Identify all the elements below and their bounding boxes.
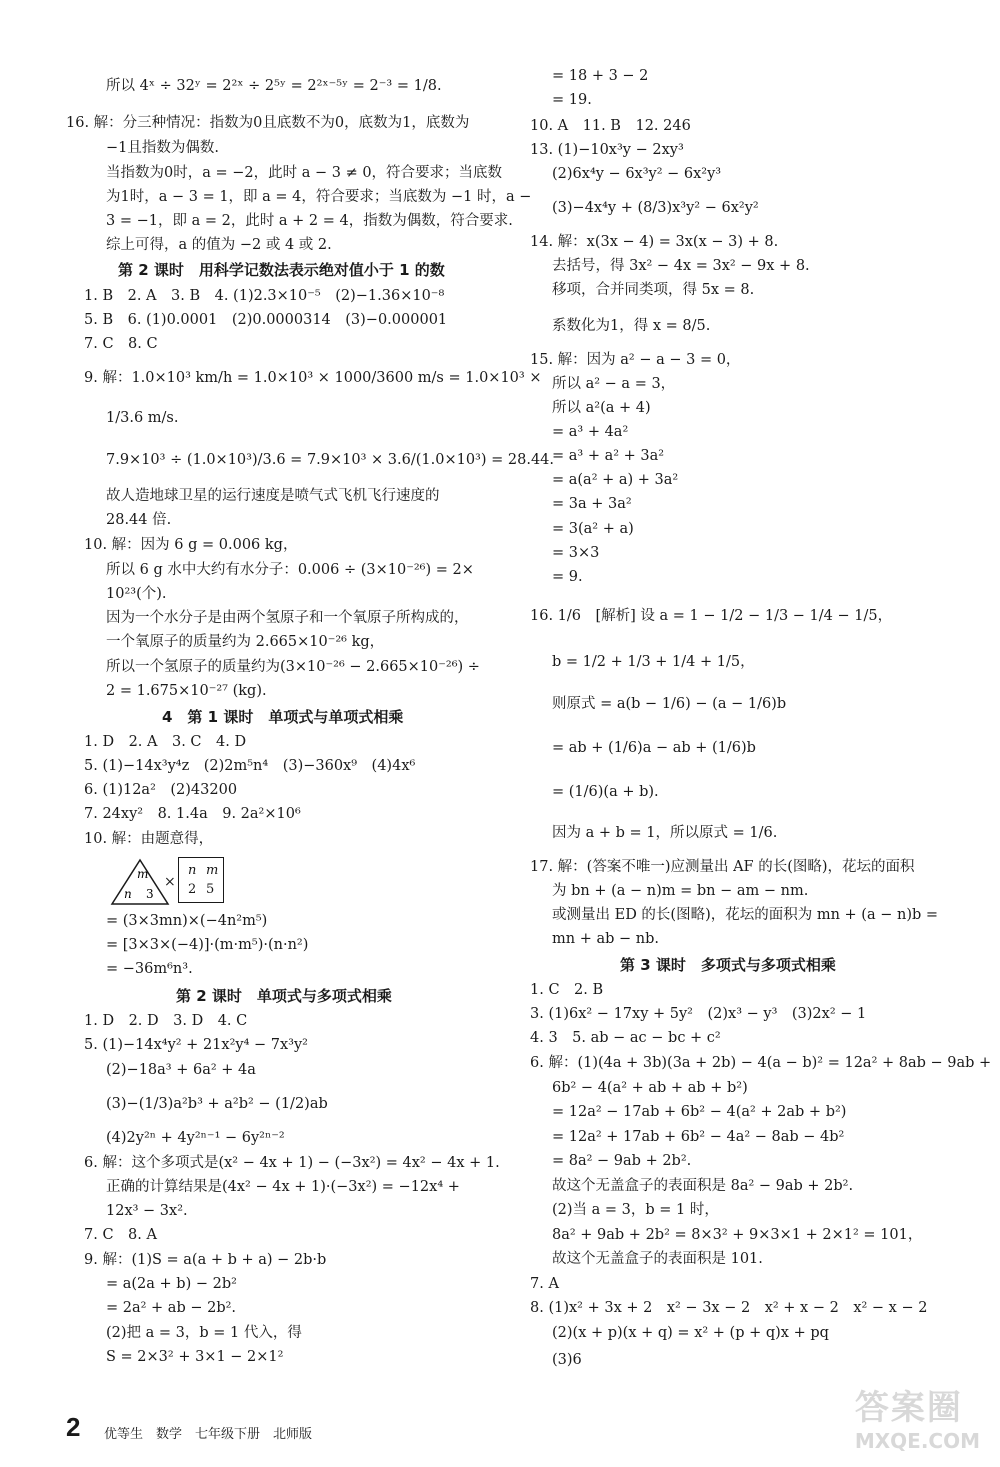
left-text-line: 1. D 2. A 3. C 4. D: [84, 734, 247, 750]
left-text-line: 1. D 2. D 3. D 4. C: [84, 1013, 248, 1029]
left-text-line: 所以 4ˣ ÷ 32ʸ = 2²ˣ ÷ 2⁵ʸ = 2²ˣ⁻⁵ʸ = 2⁻³ = 1/8.: [106, 78, 442, 94]
left-text-line: (2)把 a = 3，b = 1 代入，得: [106, 1325, 302, 1341]
left-section-heading: 第 2 课时 单项式与多项式相乘: [176, 987, 392, 1005]
left-text-line: 6. 解：这个多项式是(x² − 4x + 1) − (−3x²) = 4x² − 4x + 1.: [84, 1155, 500, 1171]
left-text-line: 因为一个水分子是由两个氢原子和一个氧原子所构成的，: [106, 610, 469, 626]
left-text-line: 9. 解：(1)S = a(a + b + a) − 2b·b: [84, 1252, 327, 1268]
right-text-line: 6. 解：(1)(4a + 3b)(3a + 2b) − 4(a − b)² = 12a² + 8ab − 9ab +: [530, 1055, 992, 1071]
right-text-line: b = 1/2 + 1/3 + 1/4 + 1/5，: [552, 654, 755, 670]
right-text-line: = 12a² + 17ab + 6b² − 4a² − 8ab − 4b²: [552, 1129, 845, 1145]
left-text-line: 7. 24xy² 8. 1.4a 9. 2a²×10⁶: [84, 806, 301, 822]
square-diagram: [178, 857, 224, 903]
multiply-sign: ×: [164, 874, 176, 890]
right-text-line: 故这个无盖盒子的表面积是 101.: [552, 1251, 763, 1267]
left-text-line: (4)2y²ⁿ + 4y²ⁿ⁻¹ − 6y²ⁿ⁻²: [106, 1130, 285, 1146]
left-text-line: 9. 解：1.0×10³ km/h = 1.0×10³ × 1000/3600 m/s = 1.0×10³ ×: [84, 370, 542, 386]
left-text-line: 所以一个氢原子的质量约为(3×10⁻²⁶ − 2.665×10⁻²⁶) ÷: [106, 659, 480, 675]
left-text-line: = 2a² + ab − 2b².: [106, 1300, 237, 1316]
triangle-diagram: [110, 858, 170, 908]
right-text-line: = a³ + a² + 3a²: [552, 448, 665, 464]
left-text-line: (3)−(1/3)a²b³ + a²b² − (1/2)ab: [106, 1096, 328, 1112]
right-text-line: 16. 1/6 [解析] 设 a = 1 − 1/2 − 1/3 − 1/4 − 1/5，: [530, 608, 893, 624]
left-text-line: = [3×3×(−4)]·(m·m⁵)·(n·n²): [106, 937, 309, 953]
watermark-line1: 答案圈: [854, 1388, 963, 1428]
right-text-line: 13. (1)−10x³y − 2xy³: [530, 142, 684, 158]
right-text-line: (3)−4x⁴y + (8/3)x³y² − 6x²y²: [552, 200, 759, 216]
left-text-line: = a(2a + b) − 2b²: [106, 1276, 237, 1292]
left-text-line: 3 = −1，即 a = 2，此时 a + 2 = 4，指数为偶数，符合要求.: [106, 213, 513, 229]
right-text-line: 系数化为1，得 x = 8/5.: [552, 318, 711, 334]
right-text-line: 14. 解：x(3x − 4) = 3x(x − 3) + 8.: [530, 234, 779, 250]
right-text-line: 6b² − 4(a² + ab + ab + b²): [552, 1080, 748, 1096]
box-cell: m: [206, 863, 219, 878]
left-text-line: 7. C 8. A: [84, 1227, 157, 1243]
left-text-line: 1. B 2. A 3. B 4. (1)2.3×10⁻⁵ (2)−1.36×10⁻⁸: [84, 288, 445, 304]
left-text-line: 12x³ − 3x².: [106, 1203, 188, 1219]
watermark-line2: MXQE.COM: [854, 1429, 980, 1453]
right-text-line: = 3×3: [552, 545, 600, 561]
right-text-line: = 8a² − 9ab + 2b².: [552, 1153, 692, 1169]
right-text-line: = 19.: [552, 92, 592, 108]
right-text-line: 移项，合并同类项，得 5x = 8.: [552, 282, 755, 298]
triangle-right-label: 3: [146, 887, 154, 901]
right-text-line: = 3a + 3a²: [552, 496, 632, 512]
right-text-line: 去括号，得 3x² − 4x = 3x² − 9x + 8.: [552, 258, 810, 274]
right-text-line: = 9.: [552, 569, 583, 585]
right-text-line: 为 bn + (a − n)m = bn − am − nm.: [552, 883, 809, 899]
right-text-line: 10. A 11. B 12. 246: [530, 118, 691, 134]
left-text-line: (2)−18a³ + 6a² + 4a: [106, 1062, 256, 1078]
left-text-line: 5. (1)−14x³y⁴z (2)2m⁵n⁴ (3)−360x⁹ (4)4x⁶: [84, 758, 416, 774]
right-text-line: (2)(x + p)(x + q) = x² + (p + q)x + pq: [552, 1325, 829, 1341]
left-text-line: 正确的计算结果是(4x² − 4x + 1)·(−3x²) = −12x⁴ +: [106, 1179, 460, 1195]
right-text-line: 17. 解：(答案不唯一)应测量出 AF 的长(图略)，花坛的面积: [530, 859, 915, 875]
left-text-line: 一个氧原子的质量约为 2.665×10⁻²⁶ kg，: [106, 634, 385, 650]
left-section-heading: 4 第 1 课时 单项式与单项式相乘: [162, 708, 404, 726]
right-text-line: 故这个无盖盒子的表面积是 8a² − 9ab + 2b².: [552, 1178, 854, 1194]
left-text-line: 为1时，a − 3 = 1，即 a = 4，符合要求；当底数为 −1 时，a −: [106, 189, 532, 205]
right-text-line: 因为 a + b = 1，所以原式 = 1/6.: [552, 825, 778, 841]
triangle-left-label: n: [124, 887, 132, 901]
left-text-line: = −36m⁶n³.: [106, 961, 193, 977]
left-section-heading: 第 2 课时 用科学记数法表示绝对值小于 1 的数: [118, 261, 445, 279]
right-text-line: 8. (1)x² + 3x + 2 x² − 3x − 2 x² + x − 2 x² − x − 2: [530, 1300, 928, 1316]
right-text-line: = 3(a² + a): [552, 521, 634, 537]
left-text-line: 7. C 8. C: [84, 336, 158, 352]
left-text-line: 5. B 6. (1)0.0001 (2)0.0000314 (3)−0.000001: [84, 312, 448, 328]
right-text-line: = a(a² + a) + 3a²: [552, 472, 679, 488]
right-text-line: 或测量出 ED 的长(图略)，花坛的面积为 mn + (a − n)b =: [552, 907, 939, 923]
left-text-line: S = 2×3² + 3×1 − 2×1²: [106, 1349, 284, 1365]
left-text-line: 6. (1)12a² (2)43200: [84, 782, 238, 798]
left-text-line: 2 = 1.675×10⁻²⁷ (kg).: [106, 683, 267, 699]
right-text-line: 1. C 2. B: [530, 982, 604, 998]
left-text-line: 28.44 倍.: [106, 512, 172, 528]
right-text-line: 4. 3 5. ab − ac − bc + c²: [530, 1030, 721, 1046]
left-text-line: = (3×3mn)×(−4n²m⁵): [106, 913, 268, 929]
left-text-line: 所以 6 g 水中大约有水分子：0.006 ÷ (3×10⁻²⁶) = 2×: [106, 562, 474, 578]
right-text-line: (2)当 a = 3，b = 1 时，: [552, 1202, 719, 1218]
left-text-line: 综上可得，a 的值为 −2 或 4 或 2.: [106, 237, 332, 253]
right-text-line: = 18 + 3 − 2: [552, 68, 649, 84]
left-text-line: 当指数为0时，a = −2，此时 a − 3 ≠ 0，符合要求；当底数: [106, 165, 503, 181]
left-text-line: 16. 解：分三种情况：指数为0且底数不为0，底数为1，底数为: [66, 115, 470, 131]
right-text-line: = ab + (1/6)a − ab + (1/6)b: [552, 740, 756, 756]
right-section-heading: 第 3 课时 多项式与多项式相乘: [620, 956, 836, 974]
left-text-line: 5. (1)−14x⁴y² + 21x²y⁴ − 7x³y²: [84, 1037, 308, 1053]
triangle-top-label: m: [137, 867, 149, 881]
right-text-line: (3)6: [552, 1352, 582, 1368]
right-text-line: 所以 a² − a = 3，: [552, 376, 676, 392]
right-text-line: mn + ab − nb.: [552, 931, 659, 947]
right-text-line: (2)6x⁴y − 6x³y² − 6x²y³: [552, 166, 722, 182]
right-text-line: 15. 解：因为 a² − a − 3 = 0，: [530, 352, 741, 368]
right-text-line: 3. (1)6x² − 17xy + 5y² (2)x³ − y³ (3)2x² − 1: [530, 1006, 867, 1022]
right-text-line: 所以 a²(a + 4): [552, 400, 651, 416]
left-text-line: 故人造地球卫星的运行速度是喷气式飞机飞行速度的: [106, 488, 440, 504]
right-text-line: = a³ + 4a²: [552, 424, 629, 440]
right-text-line: 8a² + 9ab + 2b² = 8×3² + 9×3×1 + 2×1² = 101，: [552, 1227, 923, 1243]
left-text-line: 7.9×10³ ÷ (1.0×10³)/3.6 = 7.9×10³ × 3.6/(1.0×10³) = 28.44.: [106, 452, 554, 468]
left-text-line: 10²³(个).: [106, 586, 167, 602]
left-text-line: 1/3.6 m/s.: [106, 410, 179, 426]
watermark-logo: [855, 1380, 980, 1453]
page-number: 2: [66, 1412, 81, 1442]
right-text-line: 7. A: [530, 1276, 559, 1292]
left-text-line: 10. 解：由题意得，: [84, 831, 214, 847]
right-text-line: = (1/6)(a + b).: [552, 784, 659, 800]
box-cell: 2: [188, 882, 197, 897]
footer-caption: 优等生 数学 七年级下册 北师版: [104, 1427, 313, 1442]
right-text-line: = 12a² − 17ab + 6b² − 4(a² + 2ab + b²): [552, 1104, 847, 1120]
right-text-line: 则原式 = a(b − 1/6) − (a − 1/6)b: [552, 696, 787, 712]
left-text-line: −1且指数为偶数.: [106, 140, 219, 156]
box-cell: 5: [206, 882, 215, 897]
box-cell: n: [188, 863, 197, 878]
left-text-line: 10. 解：因为 6 g = 0.006 kg，: [84, 537, 298, 553]
